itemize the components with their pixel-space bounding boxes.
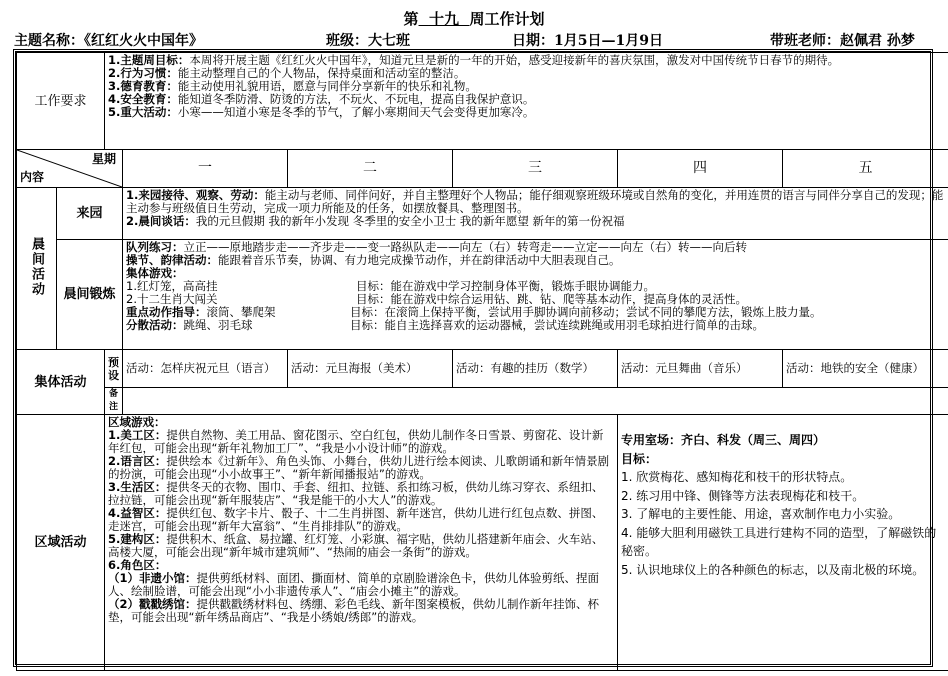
work-requirements-content: [105, 53, 948, 150]
role-area-heading: 6.角色区：: [108, 558, 167, 572]
plan-label: 预设: [105, 350, 123, 388]
weekly-plan-table: [16, 52, 948, 671]
special-goal: 1. 欣赏梅花、感知梅花和枝干的形状特点。: [621, 470, 853, 484]
class-name: 班级：大七班: [326, 33, 410, 49]
special-goal: 2. 练习用中锋、侧锋等方法表现梅花和枝干。: [621, 488, 865, 503]
content-label: 内容: [20, 170, 45, 184]
group-activity-mon: 活动：怎样庆祝元旦（语言）: [123, 350, 288, 388]
header-bar: [0, 30, 948, 48]
region-item: 2.语言区：提供绘本《过新年》、角色头饰、小舞台，供幼儿进行绘本阅读、儿歌朗诵和新年情景剧的扮演，可能会出现“小小故事王”、“新年新闻播报站”的游戏。: [108, 454, 610, 481]
special-goal: 3. 了解电的主要性能、用途，喜欢制作电力小实验。: [621, 507, 901, 521]
group-activity-wed: 活动：有趣的挂历（数学）: [453, 350, 618, 388]
rhythm-activity: 操节、韵律活动：能跟着音乐节奏，协调、有力地完成操节动作，并在韵律活动中大胆表现自己。: [126, 253, 621, 267]
day-wednesday: 三: [453, 150, 618, 188]
requirement-line: 2.行为习惯：能主动整理自己的个人物品，保持桌面和活动室的整洁。: [108, 66, 466, 80]
queue-practice: 队列练习：立正——原地踏步走——齐步走——变一路纵队走——向左（右）转弯走——立定——向左（右）转——向后转: [126, 240, 748, 254]
note-content: [123, 388, 948, 415]
role-item: （1）非遗小馆：提供剪纸材料、面团、撕面材、简单的京剧脸谱涂色卡，供幼儿体验剪纸、捏面人、绘制脸谱，可能会出现“小小非遗传承人”、“庙会小摊主”的游戏。: [108, 571, 600, 598]
requirement-line: 5.重大活动：小寒——知道小寒是冬季的节气，了解小寒期间天气会变得更加寒冷。: [108, 105, 535, 119]
morning-activity-label: 晨间活动: [17, 188, 57, 350]
group-activity-thu: 活动：元旦舞曲（音乐）: [618, 350, 783, 388]
group-activity-tue: 活动：元旦海报（美术）: [288, 350, 453, 388]
special-goal-heading: 目标：: [621, 451, 658, 466]
special-goal: 5. 认识地球仪上的各种颜色的标志，以及南北极的环境。: [621, 562, 925, 577]
region-games-content: [105, 415, 618, 671]
day-monday: 一: [123, 150, 288, 188]
arrival-line: 2.晨间谈话：我的元旦假期 我的新年小发现 冬季里的安全小卫士 我的新年愿望 新年的第一份祝福: [126, 214, 625, 228]
theme-name: 主题名称：《红红火火中国年》: [14, 33, 203, 49]
special-goal: 4. 能够大胆利用磁铁工具进行建构不同的造型，了解磁铁的秘密。: [621, 525, 937, 558]
arrival-line: 1.来园接待、观察、劳动：能主动与老师、同伴问好，并自主整理好个人物品；能仔细观察班级环境或自然角的变化，并用连贯的语言与同伴分享自己的发现；能主动参与班级值日生劳动，完成一项力所能及的任务，如摆放餐具、整理图书。: [126, 188, 944, 215]
special-room-content: [618, 415, 948, 671]
region-games-heading: 区域游戏：: [108, 415, 166, 429]
special-room-title: 专用室场：齐白、科发（周三、周四）: [621, 433, 826, 447]
day-friday: 五: [783, 150, 948, 188]
requirement-line: 3.德育教育：能主动使用礼貌用语，愿意与同伴分享新年的快乐和礼物。: [108, 79, 477, 93]
arrival-content: [123, 188, 948, 240]
key-move-row: 重点动作指导：滚筒、攀爬架 目标：在滚筒上保持平衡，尝试用手脚协调向前移动；尝试不同的攀爬方法，锻炼上肢力量。: [126, 305, 822, 319]
weekday-diagonal-header: [17, 150, 123, 188]
role-item: （2）戳戳绣馆：提供戳戳绣材料包、绣绷、彩色毛线、新年图案模板，供幼儿制作新年挂饰、杯垫，可能会出现“新年绣品商店”、“我是小绣娘/绣郎”的游戏。: [108, 597, 600, 624]
game-row: 2.十二生肖大闯关 目标：能在游戏中综合运用钻、跳、钻、爬等基本动作，提高身体的灵活性。: [126, 292, 748, 306]
group-activity-fri: 活动：地铁的安全（健康）: [783, 350, 948, 388]
region-activity-label: 区域活动: [17, 415, 105, 671]
note-label: 备注: [105, 388, 123, 415]
group-activity-label: 集体活动: [17, 350, 105, 415]
weekday-label: 星期: [92, 152, 117, 166]
date-range: 日期：1月5日—1月9日: [512, 33, 663, 49]
page-title: 第 十九 周工作计划: [403, 10, 545, 28]
day-tuesday: 二: [288, 150, 453, 188]
requirement-line: 1.主题周目标：本周将开展主题《红红火火中国年》，知道元旦是新的一年的开始，感受迎接新年的喜庆氛围，激发对中国传统节日春节的期待。: [108, 53, 840, 67]
requirement-line: 4.安全教育：能知道冬季防滑、防烫的方法，不玩火、不玩电，提高自我保护意识。: [108, 92, 535, 106]
region-item: 3.生活区：提供冬天的衣物、围巾、手套、纽扣、拉链、系扣练习板，供幼儿练习穿衣、系纽扣、拉拉链，可能会出现“新年服装店”、“我是能干的小大人”的游戏。: [108, 480, 604, 507]
region-item: 1.美工区：提供自然物、美工用品、窗花图示、空白红包，供幼儿制作冬日雪景、剪窗花、设计新年红包，可能会出现“新年礼物加工厂”、“我是小小设计师”的游戏。: [108, 428, 604, 455]
scatter-row: 分散活动：跳绳、羽毛球 目标：能自主选择喜欢的运动器械，尝试连续跳绳或用羽毛球拍进行简单的击球。: [126, 318, 765, 332]
work-requirements-label: 工作要求: [17, 53, 105, 150]
teachers: 带班老师：赵佩君 孙梦: [770, 33, 915, 49]
group-games-heading: 集体游戏：: [126, 266, 184, 280]
game-row: 1.红灯笼，高高挂 目标：能在游戏中学习控制身体平衡，锻炼手眼协调能力。: [126, 279, 656, 293]
region-item: 4.益智区：提供红包、数字卡片、骰子、十二生肖拼图、新年迷宫，供幼儿进行红包点数、拼图、走迷宫，可能会出现“新年大富翁”、“生肖排排队”的游戏。: [108, 506, 604, 533]
day-thursday: 四: [618, 150, 783, 188]
region-item: 5.建构区：提供积木、纸盒、易拉罐、红灯笼、小彩旗、福字贴，供幼儿搭建新年庙会、火车站、高楼大厦，可能会出现“新年城市建筑师”、“热闹的庙会一条街”的游戏。: [108, 532, 604, 559]
exercise-label: 晨间锻炼: [57, 240, 123, 350]
exercise-content: [123, 240, 948, 350]
arrival-label: 来园: [57, 188, 123, 240]
